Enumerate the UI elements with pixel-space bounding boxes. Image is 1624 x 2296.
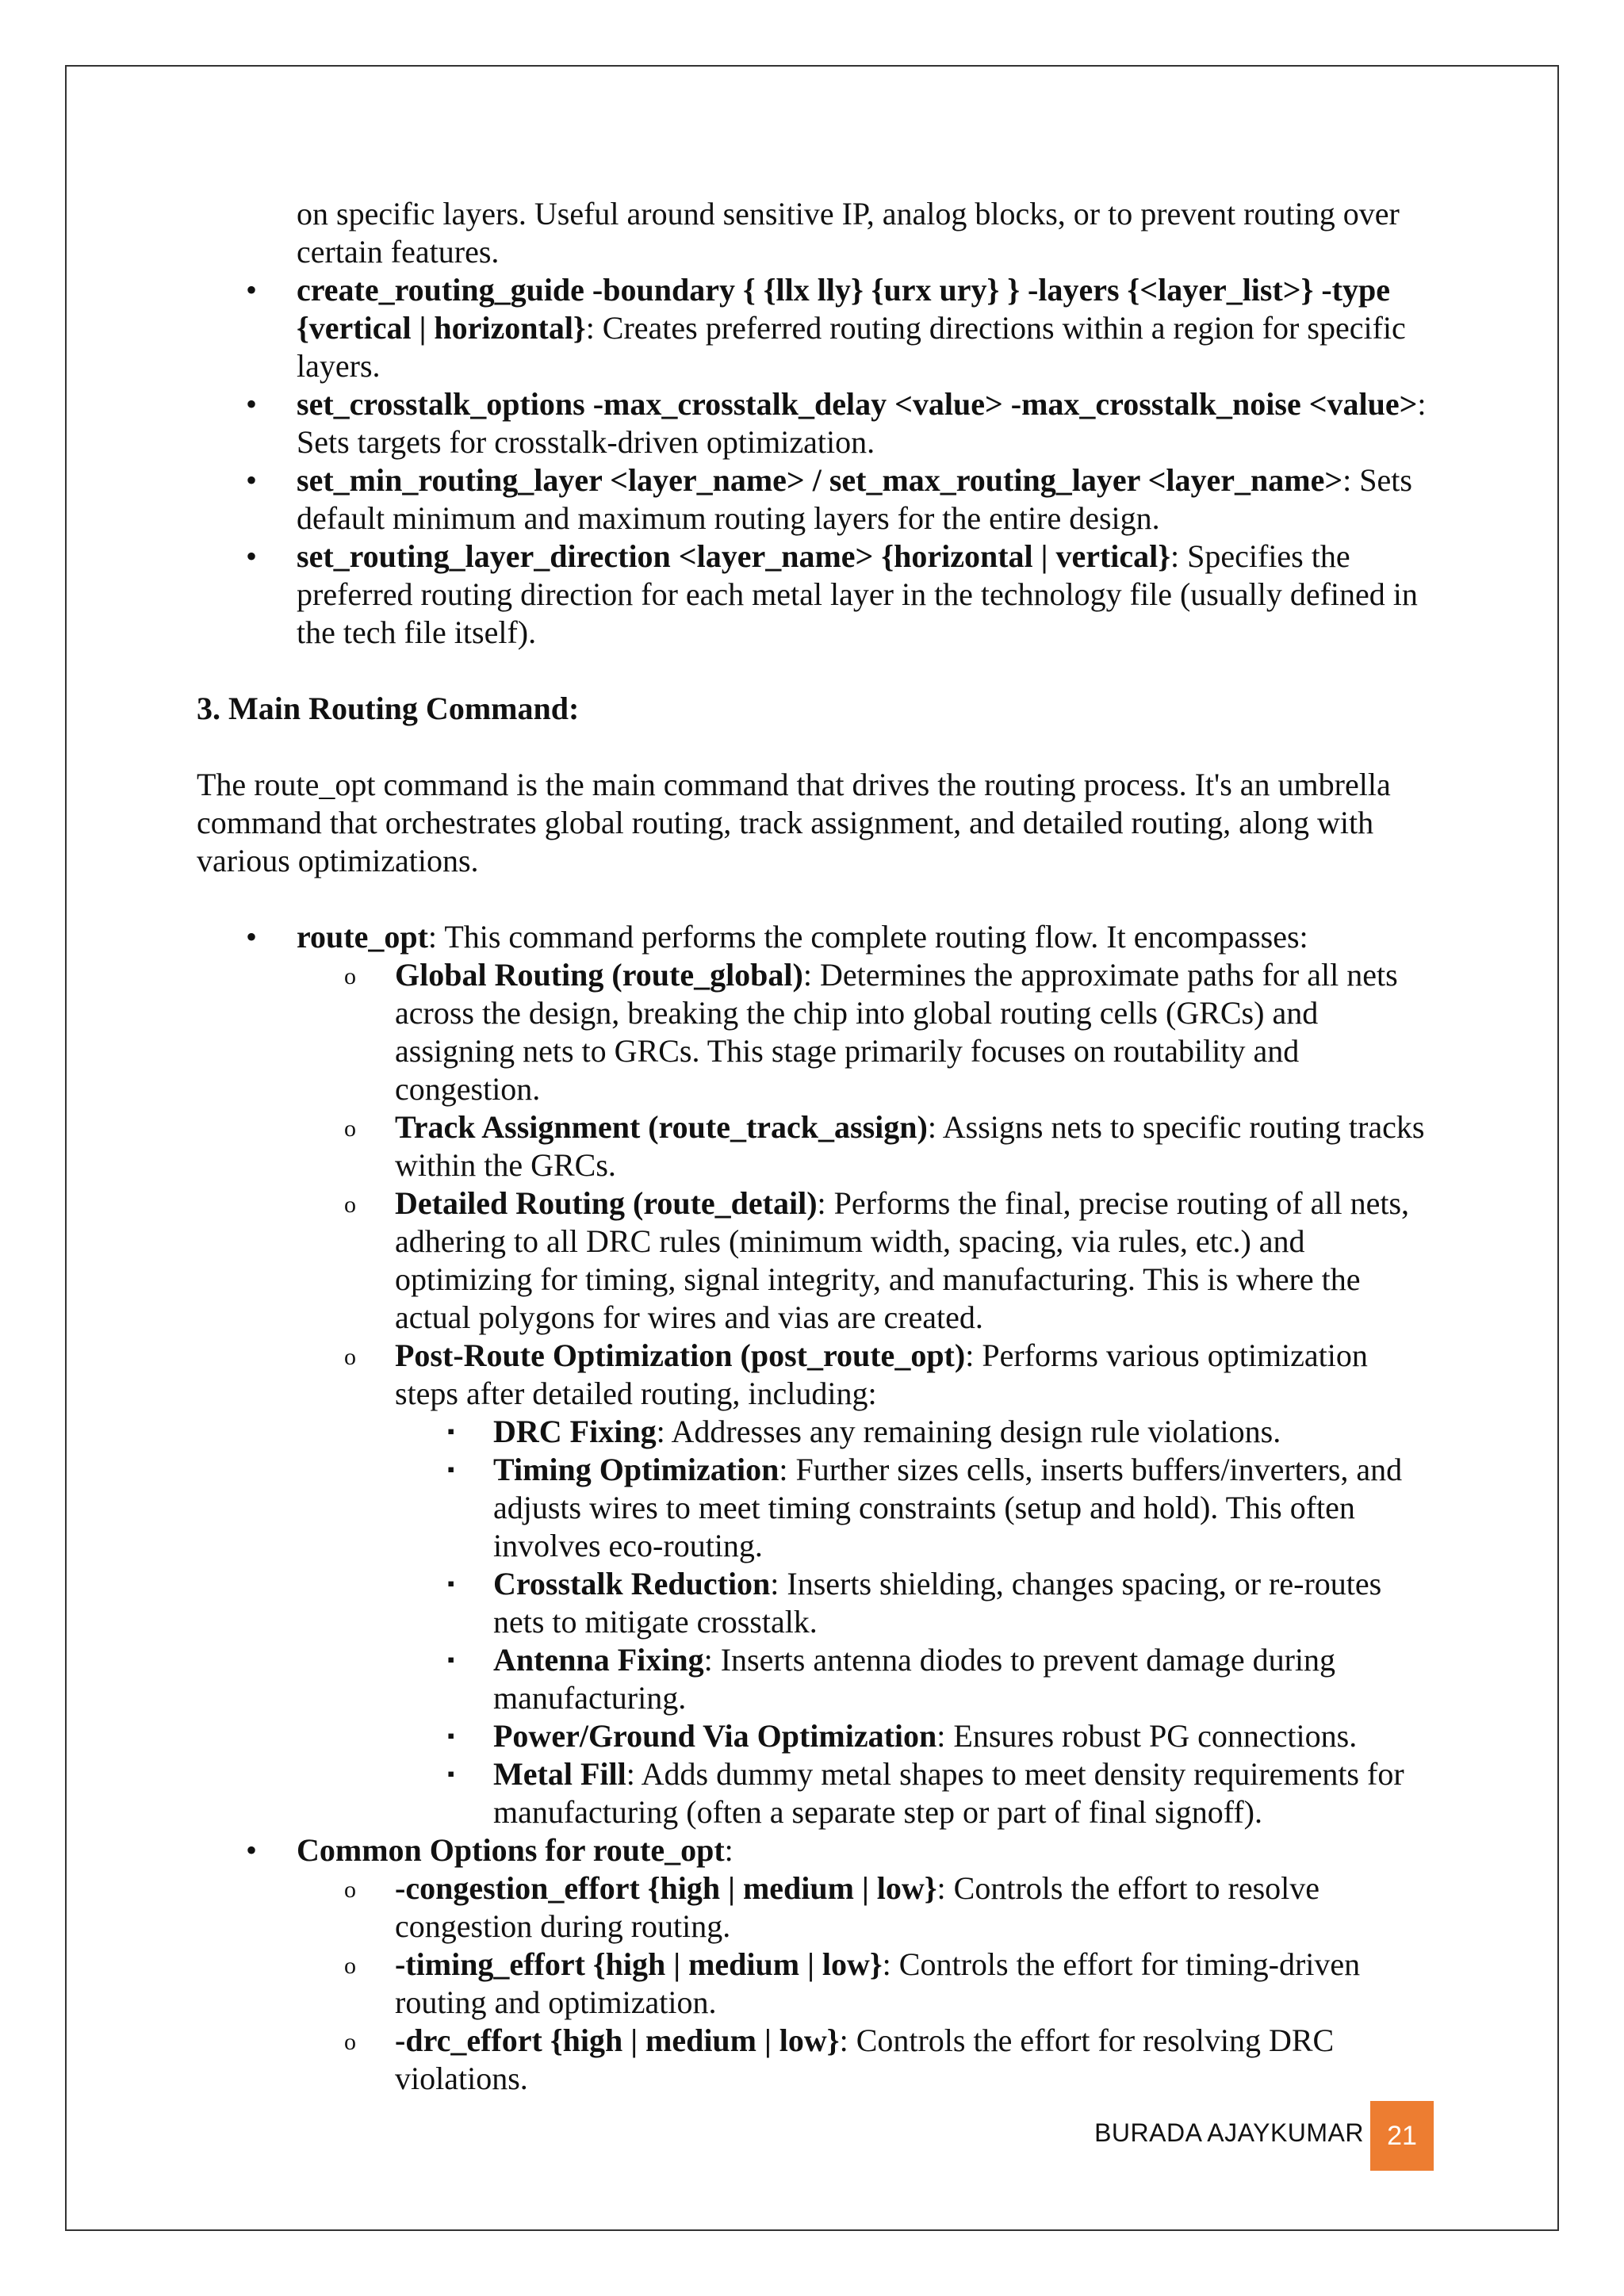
item-term: Antenna Fixing xyxy=(493,1642,704,1678)
stage-desc: : Performs various optimization steps after detailed routing, including: xyxy=(395,1337,1368,1411)
intro-paragraph: The route_opt command is the main command that drives the routing process. It's an umbrella command that orchestrates global routing, track assignment, and detailed routing, along with various optimizations. xyxy=(197,767,1391,878)
stage-term: Track Assignment (route_track_assign) xyxy=(395,1109,928,1145)
option-term: -congestion_effort {high | medium | low} xyxy=(395,1870,937,1906)
stage-desc: : Assigns nets to specific routing tracks within the GRCs. xyxy=(395,1109,1425,1183)
list-item xyxy=(197,271,1434,385)
command-desc: : Sets default minimum and maximum routing layers for the entire design. xyxy=(297,462,1412,536)
command-list xyxy=(197,271,1434,652)
list-item xyxy=(395,1755,1434,1831)
post-route-list xyxy=(395,1413,1434,1831)
item-desc: : Adds dummy metal shapes to meet density requirements for manufacturing (often a separate step or part of final signoff). xyxy=(493,1756,1404,1830)
section-heading: 3. Main Routing Command: xyxy=(197,691,580,726)
continuation-text: on specific layers. Useful around sensitive IP, analog blocks, or to prevent routing over certain features. xyxy=(297,196,1400,270)
item-desc: : Addresses any remaining design rule violations. xyxy=(656,1414,1281,1449)
command-term: set_routing_layer_direction <layer_name> {horizontal | vertical} xyxy=(297,538,1171,574)
list-item xyxy=(297,1337,1434,1831)
list-item xyxy=(297,956,1434,1108)
list-item xyxy=(395,1641,1434,1717)
list-item xyxy=(197,918,1434,1831)
item-term: Crosstalk Reduction xyxy=(493,1566,771,1601)
stage-desc: : Determines the approximate paths for all nets across the design, breaking the chip into global routing cells (GRCs) and assigning nets to GRCs. This stage primarily focuses on routability and congestion. xyxy=(395,957,1398,1107)
route-opt-list xyxy=(197,918,1434,2098)
list-item xyxy=(197,461,1434,538)
item-term: Power/Ground Via Optimization xyxy=(493,1718,937,1754)
item-term: Metal Fill xyxy=(493,1756,626,1792)
list-item xyxy=(395,1717,1434,1755)
page-number-badge: 21 xyxy=(1370,2101,1434,2171)
list-item xyxy=(297,1869,1434,1946)
item-desc: : Inserts shielding, changes spacing, or re-routes nets to mitigate crosstalk. xyxy=(493,1566,1382,1640)
route-opt-desc: : This command performs the complete routing flow. It encompasses: xyxy=(427,919,1308,955)
document-body xyxy=(197,195,1434,2098)
list-item xyxy=(197,1831,1434,2098)
list-item xyxy=(197,385,1434,461)
list-item xyxy=(297,1946,1434,2022)
command-desc: : Sets targets for crosstalk-driven optimization. xyxy=(297,386,1427,460)
stage-list xyxy=(297,956,1434,1831)
command-desc: : Specifies the preferred routing direction for each metal layer in the technology file (usually defined in the tech file itself). xyxy=(297,538,1418,650)
stage-term: Global Routing (route_global) xyxy=(395,957,803,993)
stage-term: Detailed Routing (route_detail) xyxy=(395,1185,818,1221)
option-desc: : Controls the effort to resolve congestion during routing. xyxy=(395,1870,1320,1944)
list-item xyxy=(395,1413,1434,1451)
list-item xyxy=(297,2022,1434,2098)
option-desc: : Controls the effort for resolving DRC violations. xyxy=(395,2022,1335,2096)
list-item xyxy=(395,1451,1434,1565)
list-item xyxy=(197,538,1434,652)
command-term: set_crosstalk_options -max_crosstalk_delay <value> -max_crosstalk_noise <value> xyxy=(297,386,1418,422)
item-term: Timing Optimization xyxy=(493,1452,779,1487)
command-term: set_min_routing_layer <layer_name> / set_max_routing_layer <layer_name> xyxy=(297,462,1343,498)
common-options-term: Common Options for route_opt xyxy=(297,1832,725,1868)
stage-desc: : Performs the final, precise routing of all nets, adhering to all DRC rules (minimum width, spacing, via rules, etc.) and optimizing for timing, signal integrity, and manufacturing. This is where the actual polygons for wires and vias are created. xyxy=(395,1185,1410,1335)
list-item xyxy=(297,1108,1434,1184)
command-term: create_routing_guide -boundary { {llx lly} {urx ury} } -layers {<layer_list>} -type {vertical | horizontal} xyxy=(297,272,1391,346)
item-term: DRC Fixing xyxy=(493,1414,657,1449)
item-desc: : Ensures robust PG connections. xyxy=(936,1718,1358,1754)
options-list xyxy=(297,1869,1434,2098)
route-opt-term: route_opt xyxy=(297,919,428,955)
option-term: -drc_effort {high | medium | low} xyxy=(395,2022,840,2058)
footer-author: BURADA AJAYKUMAR xyxy=(1094,2118,1364,2147)
item-desc: : Further sizes cells, inserts buffers/inverters, and adjusts wires to meet timing constraints (setup and hold). This often involves eco-routing. xyxy=(493,1452,1403,1563)
command-desc: : Creates preferred routing directions within a region for specific layers. xyxy=(297,310,1406,384)
option-desc: : Controls the effort for timing-driven routing and optimization. xyxy=(395,1946,1361,2020)
list-item xyxy=(395,1565,1434,1641)
list-item xyxy=(297,1184,1434,1337)
option-term: -timing_effort {high | medium | low} xyxy=(395,1946,883,1982)
item-desc: : Inserts antenna diodes to prevent damage during manufacturing. xyxy=(493,1642,1336,1716)
page-footer xyxy=(1078,2101,1434,2171)
stage-term: Post-Route Optimization (post_route_opt) xyxy=(395,1337,966,1373)
common-options-desc: : xyxy=(724,1832,733,1868)
